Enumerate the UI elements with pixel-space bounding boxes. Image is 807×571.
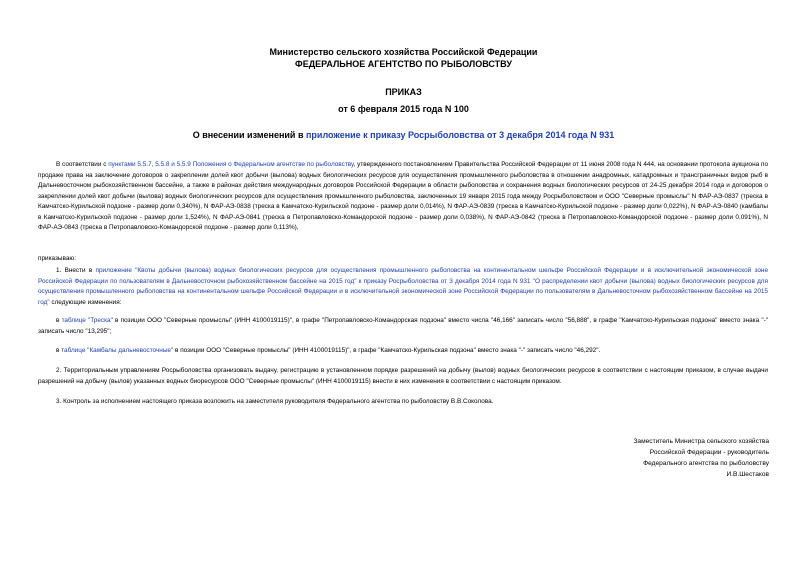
flounder-table-link[interactable]: таблице "Камбалы дальневосточные" bbox=[61, 347, 174, 354]
preamble-paragraph bbox=[38, 160, 768, 244]
preamble-text-2: , утвержденного постановлением Правительства Российской Федерации от 11 июня 2008 года N 444, на основании протокола аукциона по продаже права на заключение договоров о закреплении долей квот добычи (вылова) водных биологических ресурсов для осуществления промышленного рыболовства в отношении анадромных, катадромных и трансграничных видов рыб в Дальневосточном рыбохозяйственном бассейне, а также в районах действия международных договоров Российской Федерации в области рыболовства и сохранения водных биологических ресурсов от 24-25 декабря 2014 года и договоров о закреплении долей квот добычи (вылова) водных биологических ресурсов для осуществления промышленного рыболовства, заключенных 19 января 2015 года между Росрыболовством и ООО "Северные промыслы" N ФАР-АЭ-0837 (треска в Камчатско-Курильской подзоне - размер доли 0,340%), N ФАР-АЭ-0838 (треска в Камчатско-Курильской подзоне - размер доли 0,014%), N ФАР-АЭ-0839 (треска в Камчатско-Курильской подзоне - размер доли 0,022%), N ФАР-АЭ-0840 (камбалы в Камчатско-Курильской подзоне - размер доли 1,524%), N ФАР-АЭ-0841 (треска в Петропавловско-Командорской подзоне - размер доли 0,038%), N ФАР-АЭ-0842 (треска в Петропавловско-Командорской подзоне - размер доли 0,091%), N ФАР-АЭ-0843 (треска в Петропавловско-Командорской подзоне - размер доли 0,113%), bbox=[38, 161, 768, 231]
item-1b-paragraph bbox=[38, 346, 768, 357]
item-1b-text-2: в позиции ООО "Северные промыслы" (ИНН 4100019115)", в графе "Камчатско-Курильская подзона" вместо знака "-" записать число "46,292". bbox=[173, 347, 601, 354]
appendix-link[interactable]: приложение "Квоты добычи (вылова) водных биологических ресурсов для осуществления промышленного рыболовства на континентальном шельфе Российской Федерации и в исключительной экономической зоне Российской Федерации по пользователям в Дальневосточном рыбохозяйственном бассейне на 2015 год" к приказу Росрыболовства от 3 декабря 2014 года N 931 "О распределении квот добычи (вылова) водных биологических ресурсов для осуществления промышленного рыболовства на континентальном шельфе Российской Федерации и в исключительной экономической зоне Российской Федерации по пользователям в Дальневосточном рыбохозяйственном бассейне на 2015 год" bbox=[38, 267, 768, 306]
ministry-name: Министерство сельского хозяйства Российской Федерации bbox=[269, 47, 538, 57]
item-2-paragraph: 2. Территориальным управлениям Росрыболовства организовать выдачу, регистрацию в установленном порядке разрешений на добычу (вылов) водных биологических ресурсов в соответствии с настоящим приказом, в случае выдачи разрешений на добычу (вылов) указанных водных биоресурсов ООО "Северные промыслы" (ИНН 4100019115) внести в них изменения в соответствии с настоящим приказом. bbox=[38, 367, 768, 385]
signature-name: И.В.Шестаков bbox=[726, 471, 769, 478]
document-type: ПРИКАЗ bbox=[385, 87, 422, 97]
item-1-paragraph bbox=[38, 266, 768, 309]
document-subject bbox=[0, 130, 807, 140]
item-1-text-2: следующие изменения: bbox=[49, 298, 122, 306]
item-1-text-1: 1. Внести в bbox=[56, 267, 96, 274]
regulation-points-link[interactable]: пунктами 5.5.7, 5.5.8 и 5.5.9 Положения о Федеральном агентстве по рыболовству bbox=[108, 161, 354, 168]
signature-line-1: Заместитель Министра сельского хозяйства bbox=[633, 438, 769, 445]
item-1a-paragraph bbox=[38, 316, 768, 338]
signature-line-3: Федерального агентства по рыболовству bbox=[643, 460, 769, 467]
item-1b-text-1: в bbox=[56, 347, 62, 354]
subject-link[interactable]: приложение к приказу Росрыболовства от 3 декабря 2014 года N 931 bbox=[305, 130, 615, 140]
item-3-paragraph: 3. Контроль за исполнением настоящего приказа возложить на заместителя руководителя Федерального агентства по рыболовству В.В.Соколова. bbox=[56, 398, 494, 405]
agency-name: ФЕДЕРАЛЬНОЕ АГЕНТСТВО ПО РЫБОЛОВСТВУ bbox=[295, 59, 512, 69]
cod-table-link[interactable]: таблице "Треска" bbox=[61, 317, 113, 324]
subject-prefix: О внесении изменений в bbox=[192, 130, 306, 140]
item-1a-text-1: в bbox=[56, 317, 62, 324]
signature-line-2: Российской Федерации - руководитель bbox=[649, 449, 769, 456]
preamble-text-1: В соответствии с bbox=[56, 161, 109, 168]
signature-block bbox=[633, 436, 769, 480]
document-date: от 6 февраля 2015 года N 100 bbox=[338, 104, 469, 114]
item-1a-text-2: в позиции ООО "Северные промыслы" (ИНН 4100019115)", в графе "Петропавловско-Командорская подзона" вместо числа "46,166" записать число "56,888", в графе "Камчатско-Курильская подзона" вместо знака "-" записать число "13,295"; bbox=[38, 317, 768, 335]
order-word: приказываю: bbox=[38, 255, 76, 262]
document-header bbox=[0, 46, 807, 70]
